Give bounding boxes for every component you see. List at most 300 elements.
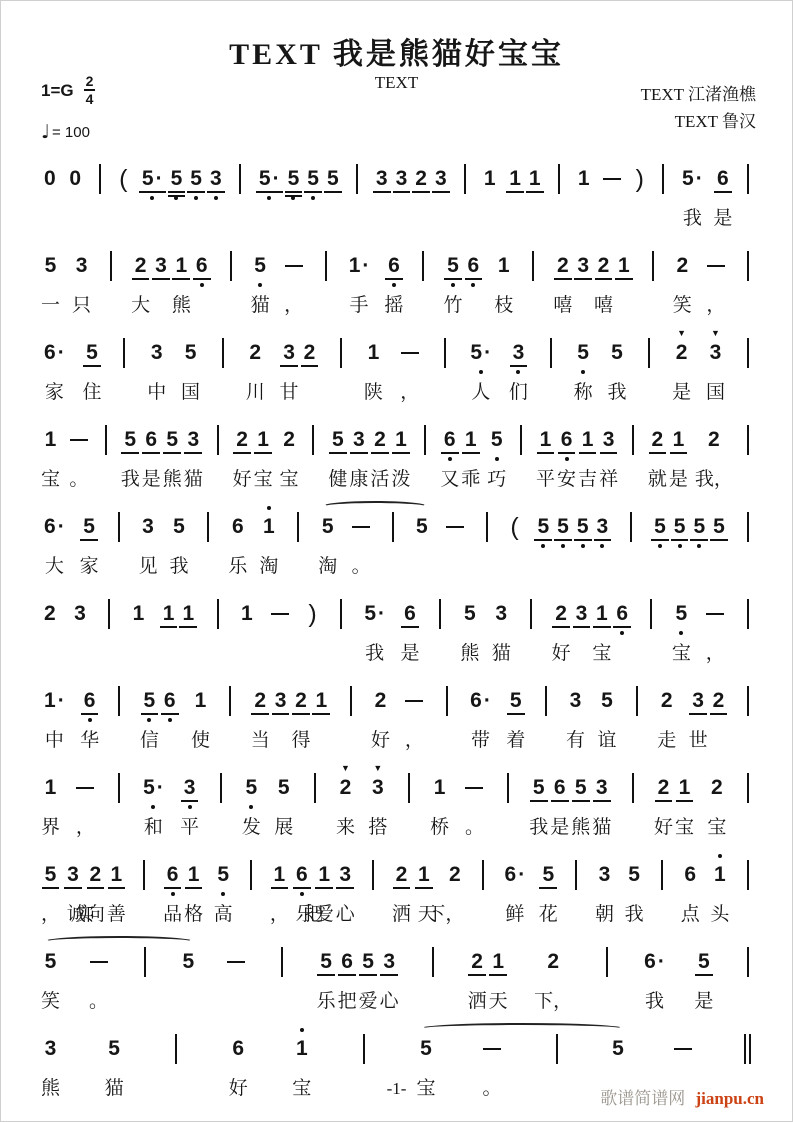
low-octave-dot-icon — [516, 370, 520, 374]
note: 1 格 — [184, 847, 203, 926]
note: 5 宝 — [416, 1037, 436, 1099]
low-octave-dot-icon — [658, 544, 662, 548]
low-octave-dot-icon — [392, 283, 396, 287]
note: 2 向 — [86, 847, 105, 926]
lyric-text: 展 — [274, 817, 294, 838]
lyric-text: 宝 — [592, 643, 612, 664]
lyric-text: 笑 — [41, 991, 61, 1012]
lyric-text: 竹 — [443, 295, 463, 316]
low-octave-dot-icon — [150, 196, 154, 200]
music-system — [41, 499, 756, 578]
note: 3 熊 — [41, 1037, 61, 1099]
music-system — [41, 934, 756, 1013]
lyric-text: 是 — [713, 208, 733, 229]
augmentation-dot-icon: · — [695, 167, 703, 190]
lyric-text: 天下 — [417, 904, 435, 925]
low-octave-dot-icon — [311, 196, 315, 200]
note: 3 甘 — [280, 325, 299, 404]
note: 5 笑 — [41, 950, 61, 1012]
lyric-text: 熊 — [162, 469, 182, 490]
barline — [654, 847, 670, 926]
low-octave-dot-icon — [541, 544, 545, 548]
lyric-text: 宝 — [292, 1078, 312, 1099]
note: 1 — [240, 602, 253, 625]
music-system — [41, 238, 756, 317]
lyric-text: 。 — [464, 817, 484, 838]
lyric-text: 好 — [232, 469, 252, 490]
accent-icon: ▼ — [677, 328, 687, 338]
barline — [111, 499, 127, 578]
watermark-site-name: 歌谱简谱网 — [600, 1089, 686, 1108]
note: 3 只 — [72, 254, 92, 316]
lyric-text: 平 — [180, 817, 200, 838]
parenthesis: ( — [510, 513, 519, 541]
lyric-text: 宝 — [671, 643, 691, 664]
note: 2 就 — [648, 412, 667, 491]
lyric-text: 我 — [529, 817, 549, 838]
note: 5 — [690, 499, 708, 578]
music-system — [41, 325, 756, 404]
lyric-text: 甘 — [279, 382, 299, 403]
note: 3 猫 — [184, 412, 203, 491]
lyric-text: 熊 — [41, 1078, 61, 1099]
lyric-text: 枝 — [494, 295, 514, 316]
beam-group — [140, 673, 179, 752]
note: 5 — [168, 151, 186, 230]
lyric-text: 我 — [682, 208, 702, 229]
beam-group — [280, 325, 319, 404]
augmentation-dot-icon: · — [57, 515, 65, 538]
note: 6 — [465, 238, 483, 317]
low-octave-dot-icon — [561, 544, 565, 548]
note: 1 — [132, 602, 145, 625]
lyric-text: 品 — [163, 904, 183, 925]
note: 5 健 — [328, 412, 347, 491]
lyric-text: 猫 — [104, 1078, 124, 1099]
note: 5 发 — [241, 776, 261, 838]
beam-group — [444, 238, 483, 317]
lyric-text: 点 — [680, 904, 700, 925]
note: 5 花 — [539, 847, 558, 926]
quarter-note-icon: ♩ — [41, 121, 50, 143]
note: 1 宝 — [592, 586, 611, 665]
note: 6 · 大 — [41, 499, 68, 578]
lyric-text: 向 — [85, 904, 105, 925]
note: 5 称 — [573, 341, 593, 403]
lyric-text: 带 — [470, 730, 490, 751]
augmentation-dot-icon: · — [362, 254, 370, 277]
lyric-text: 来 — [335, 817, 355, 838]
parenthesis: ) — [635, 165, 644, 193]
note: 5 ， — [41, 847, 60, 926]
note: 1 天下 — [413, 847, 435, 926]
note: 6 — [193, 238, 211, 317]
note: 1 — [483, 167, 496, 190]
key-tempo-block — [41, 75, 95, 143]
note: 5 · — [139, 151, 166, 230]
barline — [415, 238, 431, 317]
barline — [425, 934, 441, 1013]
barline — [136, 847, 152, 926]
low-octave-dot-icon — [495, 457, 499, 461]
lyric-text: 好 — [228, 1078, 248, 1099]
note: 2 宝 — [707, 776, 727, 838]
note: 5 · 我 — [361, 586, 388, 665]
low-octave-dot-icon — [168, 718, 172, 722]
note: 1 宝 — [254, 412, 273, 491]
note: 1 — [312, 673, 330, 752]
barline — [740, 934, 756, 1013]
note: 2 ， — [445, 863, 465, 925]
lyric-text: 乐把 — [295, 904, 313, 925]
note: 1 宝 — [41, 428, 61, 490]
barline — [333, 586, 349, 665]
note: 3 世 — [689, 673, 708, 752]
lyric-text: 心 — [379, 991, 399, 1012]
tempo-value: = 100 — [51, 123, 90, 141]
lyric-text: 只 — [72, 295, 92, 316]
lyric-text: ， — [445, 904, 465, 925]
note: 1 · 手 — [346, 238, 373, 317]
barline — [599, 934, 615, 1013]
note: 1 乖 — [461, 412, 480, 491]
barline — [111, 673, 127, 752]
low-octave-dot-icon — [151, 805, 155, 809]
augmentation-dot-icon: · — [57, 341, 65, 364]
beam-group — [233, 412, 273, 491]
rest-note: 0 — [69, 167, 81, 190]
barline — [641, 325, 657, 404]
note: 1 宝 — [292, 1021, 311, 1100]
note: 3 — [207, 151, 225, 230]
beam-group — [328, 412, 410, 491]
note: 1 — [615, 238, 633, 317]
barline — [305, 412, 321, 491]
note: 6 乐把 — [291, 847, 313, 926]
credits-block — [641, 81, 756, 135]
lyric-text: 嘻 — [553, 295, 573, 316]
note: 5 — [554, 499, 572, 578]
barline — [222, 673, 238, 752]
lyric-text: 称 — [573, 382, 593, 403]
note: 6 品 — [163, 847, 182, 926]
low-octave-dot-icon — [565, 457, 569, 461]
lyric-text: 世 — [688, 730, 708, 751]
lyric-text: 走 — [657, 730, 677, 751]
dash-extension — [704, 238, 728, 317]
note: 6 又 — [440, 412, 459, 491]
barline — [437, 325, 453, 404]
dash-extension — [398, 325, 422, 404]
lyric-text: ， — [41, 904, 61, 925]
note: 3 见 — [138, 515, 158, 577]
lyric-text: 。 — [88, 991, 108, 1012]
lyric-text: 家 — [44, 382, 64, 403]
note: ▼ 3 国 — [706, 325, 725, 404]
lyric-text: 。 — [69, 469, 89, 490]
note: 5 着 — [506, 673, 525, 752]
barline — [623, 499, 639, 578]
note: 5 我 — [624, 863, 644, 925]
beam-group — [121, 412, 203, 491]
lyric-text: 华 — [80, 730, 100, 751]
lyric-text: 川 — [245, 382, 265, 403]
barline — [215, 325, 231, 404]
note: 5 — [651, 499, 669, 578]
lyric-text: 宝 — [416, 1078, 436, 1099]
note: 1 — [160, 586, 178, 665]
low-octave-dot-icon — [258, 283, 262, 287]
accent-icon: ▼ — [341, 763, 350, 773]
dash-extension — [402, 673, 426, 752]
low-octave-dot-icon — [171, 892, 175, 896]
note: 1 桥 — [430, 776, 450, 838]
note: 1 宝 — [675, 760, 694, 839]
time-signature — [84, 74, 96, 106]
barline — [92, 151, 108, 230]
note: 3 — [393, 151, 411, 230]
dash-extension — [268, 586, 292, 665]
note: 2 好 — [552, 586, 571, 665]
lyric-text: ， — [400, 382, 420, 403]
note: 1 — [179, 586, 197, 665]
note: 5 — [534, 499, 552, 578]
note: 5 淘 — [318, 515, 338, 577]
dash-extension — [600, 151, 624, 230]
note: 1 · 中 — [41, 673, 68, 752]
lyric-text: 熊 — [460, 643, 480, 664]
note: 3 有 — [566, 689, 586, 751]
note: 5 熊 — [163, 412, 182, 491]
lyric-text: 好 — [653, 817, 673, 838]
beam-group — [392, 847, 435, 926]
lyric-text: 们 — [508, 382, 528, 403]
note: 2 — [412, 151, 430, 230]
lyric-text: 洒 — [467, 991, 487, 1012]
low-octave-dot-icon — [479, 370, 483, 374]
barline — [417, 412, 433, 491]
beam-group — [41, 847, 126, 926]
barline — [543, 325, 559, 404]
barline — [500, 760, 516, 839]
lyric-text: 好 — [370, 730, 390, 751]
high-octave-dot-icon — [267, 506, 271, 510]
lyric-text: 人 — [471, 382, 491, 403]
low-octave-dot-icon — [221, 892, 225, 896]
note: 3 — [152, 238, 170, 317]
note: 6 安 — [557, 412, 576, 491]
note: 3 猫 — [491, 602, 511, 664]
slur-arc — [44, 936, 194, 947]
note: 5 — [324, 151, 342, 230]
beam-group — [468, 934, 508, 1013]
watermark — [600, 1084, 764, 1109]
lyric-text: 是 — [400, 643, 420, 664]
note: 2 大 — [131, 238, 150, 317]
note: 1 泼 — [391, 412, 410, 491]
lyric-text: 我 — [120, 469, 140, 490]
lyric-text: 摇 — [384, 295, 404, 316]
lyric-text: 乐 — [228, 556, 248, 577]
note: 3 们 — [509, 325, 528, 404]
low-octave-dot-icon — [194, 196, 198, 200]
lyric-text: 笑 — [672, 295, 692, 316]
music-system — [41, 586, 756, 665]
barline — [740, 760, 756, 839]
dash-extension — [67, 412, 91, 491]
lyric-text: 安 — [557, 469, 577, 490]
note: 3 — [373, 151, 391, 230]
note: 6 好 — [228, 1037, 248, 1099]
note: 1 是 — [669, 412, 688, 491]
note: 5 · 和 — [140, 760, 167, 839]
tempo-marking — [41, 121, 95, 143]
barline — [307, 760, 323, 839]
low-octave-dot-icon — [214, 196, 218, 200]
note: 5 熊 — [571, 760, 590, 839]
lyric-text: 是 — [672, 382, 692, 403]
lyric-text: 头 — [710, 904, 730, 925]
lyric-text: 熊 — [171, 295, 191, 316]
note: 5 — [671, 499, 689, 578]
augmentation-dot-icon: · — [657, 950, 665, 973]
high-octave-dot-icon — [718, 854, 722, 858]
lyric-text: 爱 — [358, 991, 378, 1012]
note: 5 我 — [529, 760, 548, 839]
lyric-text: 宝 — [41, 469, 61, 490]
note: 6 · 带 — [467, 673, 494, 752]
note: 3 — [574, 238, 592, 317]
note: 5 乐 — [317, 934, 336, 1013]
note: 2 笑 — [672, 254, 692, 316]
slur-arc — [420, 1023, 624, 1034]
lyric-text: ， — [404, 730, 424, 751]
note: 5 · 我 — [679, 151, 706, 230]
note: 5 一 — [41, 254, 61, 316]
note: 1 — [577, 167, 590, 190]
note: 1 善 — [107, 847, 126, 926]
note: 2 下， — [534, 950, 573, 1012]
note: 5 国 — [181, 341, 201, 403]
lyric-text: 大 — [131, 295, 151, 316]
augmentation-dot-icon: · — [57, 689, 65, 712]
lyric-text: ， — [284, 295, 304, 316]
barline — [457, 151, 473, 230]
note: 5 — [710, 499, 728, 578]
note: 5 猫 — [104, 1037, 124, 1099]
barline — [740, 412, 756, 491]
lyric-text: ， — [705, 643, 725, 664]
lyric-text: 一 — [41, 295, 61, 316]
note: 5 我 — [121, 412, 140, 491]
lyric-text: 祥 — [599, 469, 619, 490]
note: 5 — [182, 950, 195, 973]
low-octave-dot-icon — [581, 544, 585, 548]
lyric-text: 。 — [351, 556, 371, 577]
beam-group — [373, 151, 450, 230]
lyric-text: 得 — [291, 730, 311, 751]
lyric-text: 我， — [694, 469, 733, 490]
lyric-text: 淘 — [318, 556, 338, 577]
accent-icon: ▼ — [711, 328, 720, 338]
note: 3 朝 — [594, 863, 614, 925]
song-subtitle: TEXT — [374, 73, 419, 92]
note: ▼ 2 来 — [336, 760, 355, 839]
barline — [210, 412, 226, 491]
note: 1 爱 — [315, 847, 334, 926]
note: 5 爱 — [359, 934, 378, 1013]
lyric-text: 。 — [482, 1078, 502, 1099]
beam-group — [160, 586, 197, 665]
lyric-text: 平 — [536, 469, 556, 490]
beam-group — [506, 151, 543, 230]
lyric-text: 住 — [82, 382, 102, 403]
dash-extension — [349, 499, 373, 578]
beam-group — [648, 412, 688, 491]
lyric-text: 是 — [694, 991, 714, 1012]
beam-group — [654, 760, 694, 839]
note: 3 — [594, 499, 612, 578]
augmentation-dot-icon: · — [378, 602, 386, 625]
note: 1 陕 — [363, 341, 383, 403]
lyric-text: 有 — [566, 730, 586, 751]
barline — [318, 238, 334, 317]
barline — [740, 499, 756, 578]
note: 1 平 — [536, 412, 555, 491]
music-system — [41, 847, 756, 926]
note: 3 诚实 — [62, 847, 84, 926]
note: 6 乐 — [228, 515, 248, 577]
note: 5 住 — [83, 325, 102, 404]
note: 1 吉 — [578, 412, 597, 491]
lyric-text: 着 — [506, 730, 526, 751]
low-octave-dot-icon — [678, 544, 682, 548]
lyric-text: 诚实 — [66, 904, 84, 925]
lyric-text: 搭 — [368, 817, 388, 838]
lyric-text: 我 — [644, 991, 664, 1012]
barline — [513, 412, 529, 491]
note: 5 高 — [213, 863, 233, 925]
barline — [343, 673, 359, 752]
barline — [243, 847, 259, 926]
barline — [101, 586, 117, 665]
augmentation-dot-icon: · — [518, 863, 526, 886]
low-octave-dot-icon — [267, 196, 271, 200]
barline — [551, 151, 567, 230]
barline — [629, 673, 645, 752]
lyric-text: ， — [706, 295, 726, 316]
note: 3 — [573, 586, 591, 665]
note: 2 活 — [370, 412, 389, 491]
lyric-text: ， — [75, 817, 95, 838]
high-octave-dot-icon — [300, 1028, 304, 1032]
lyric-text: 好 — [551, 643, 571, 664]
note: 6 · 家 — [41, 325, 68, 404]
note: 5 — [304, 151, 322, 230]
lyric-text: 发 — [241, 817, 261, 838]
song-title: TEXT 我是熊猫好宝宝 — [229, 38, 564, 71]
note: 2 好 — [233, 412, 252, 491]
barline — [385, 499, 401, 578]
note: 2 — [301, 325, 319, 404]
barline — [223, 238, 239, 317]
beam-group — [139, 151, 225, 230]
barline — [475, 847, 491, 926]
barline — [401, 760, 417, 839]
low-octave-dot-icon — [451, 283, 455, 287]
low-octave-dot-icon — [88, 718, 92, 722]
barline — [645, 238, 661, 317]
